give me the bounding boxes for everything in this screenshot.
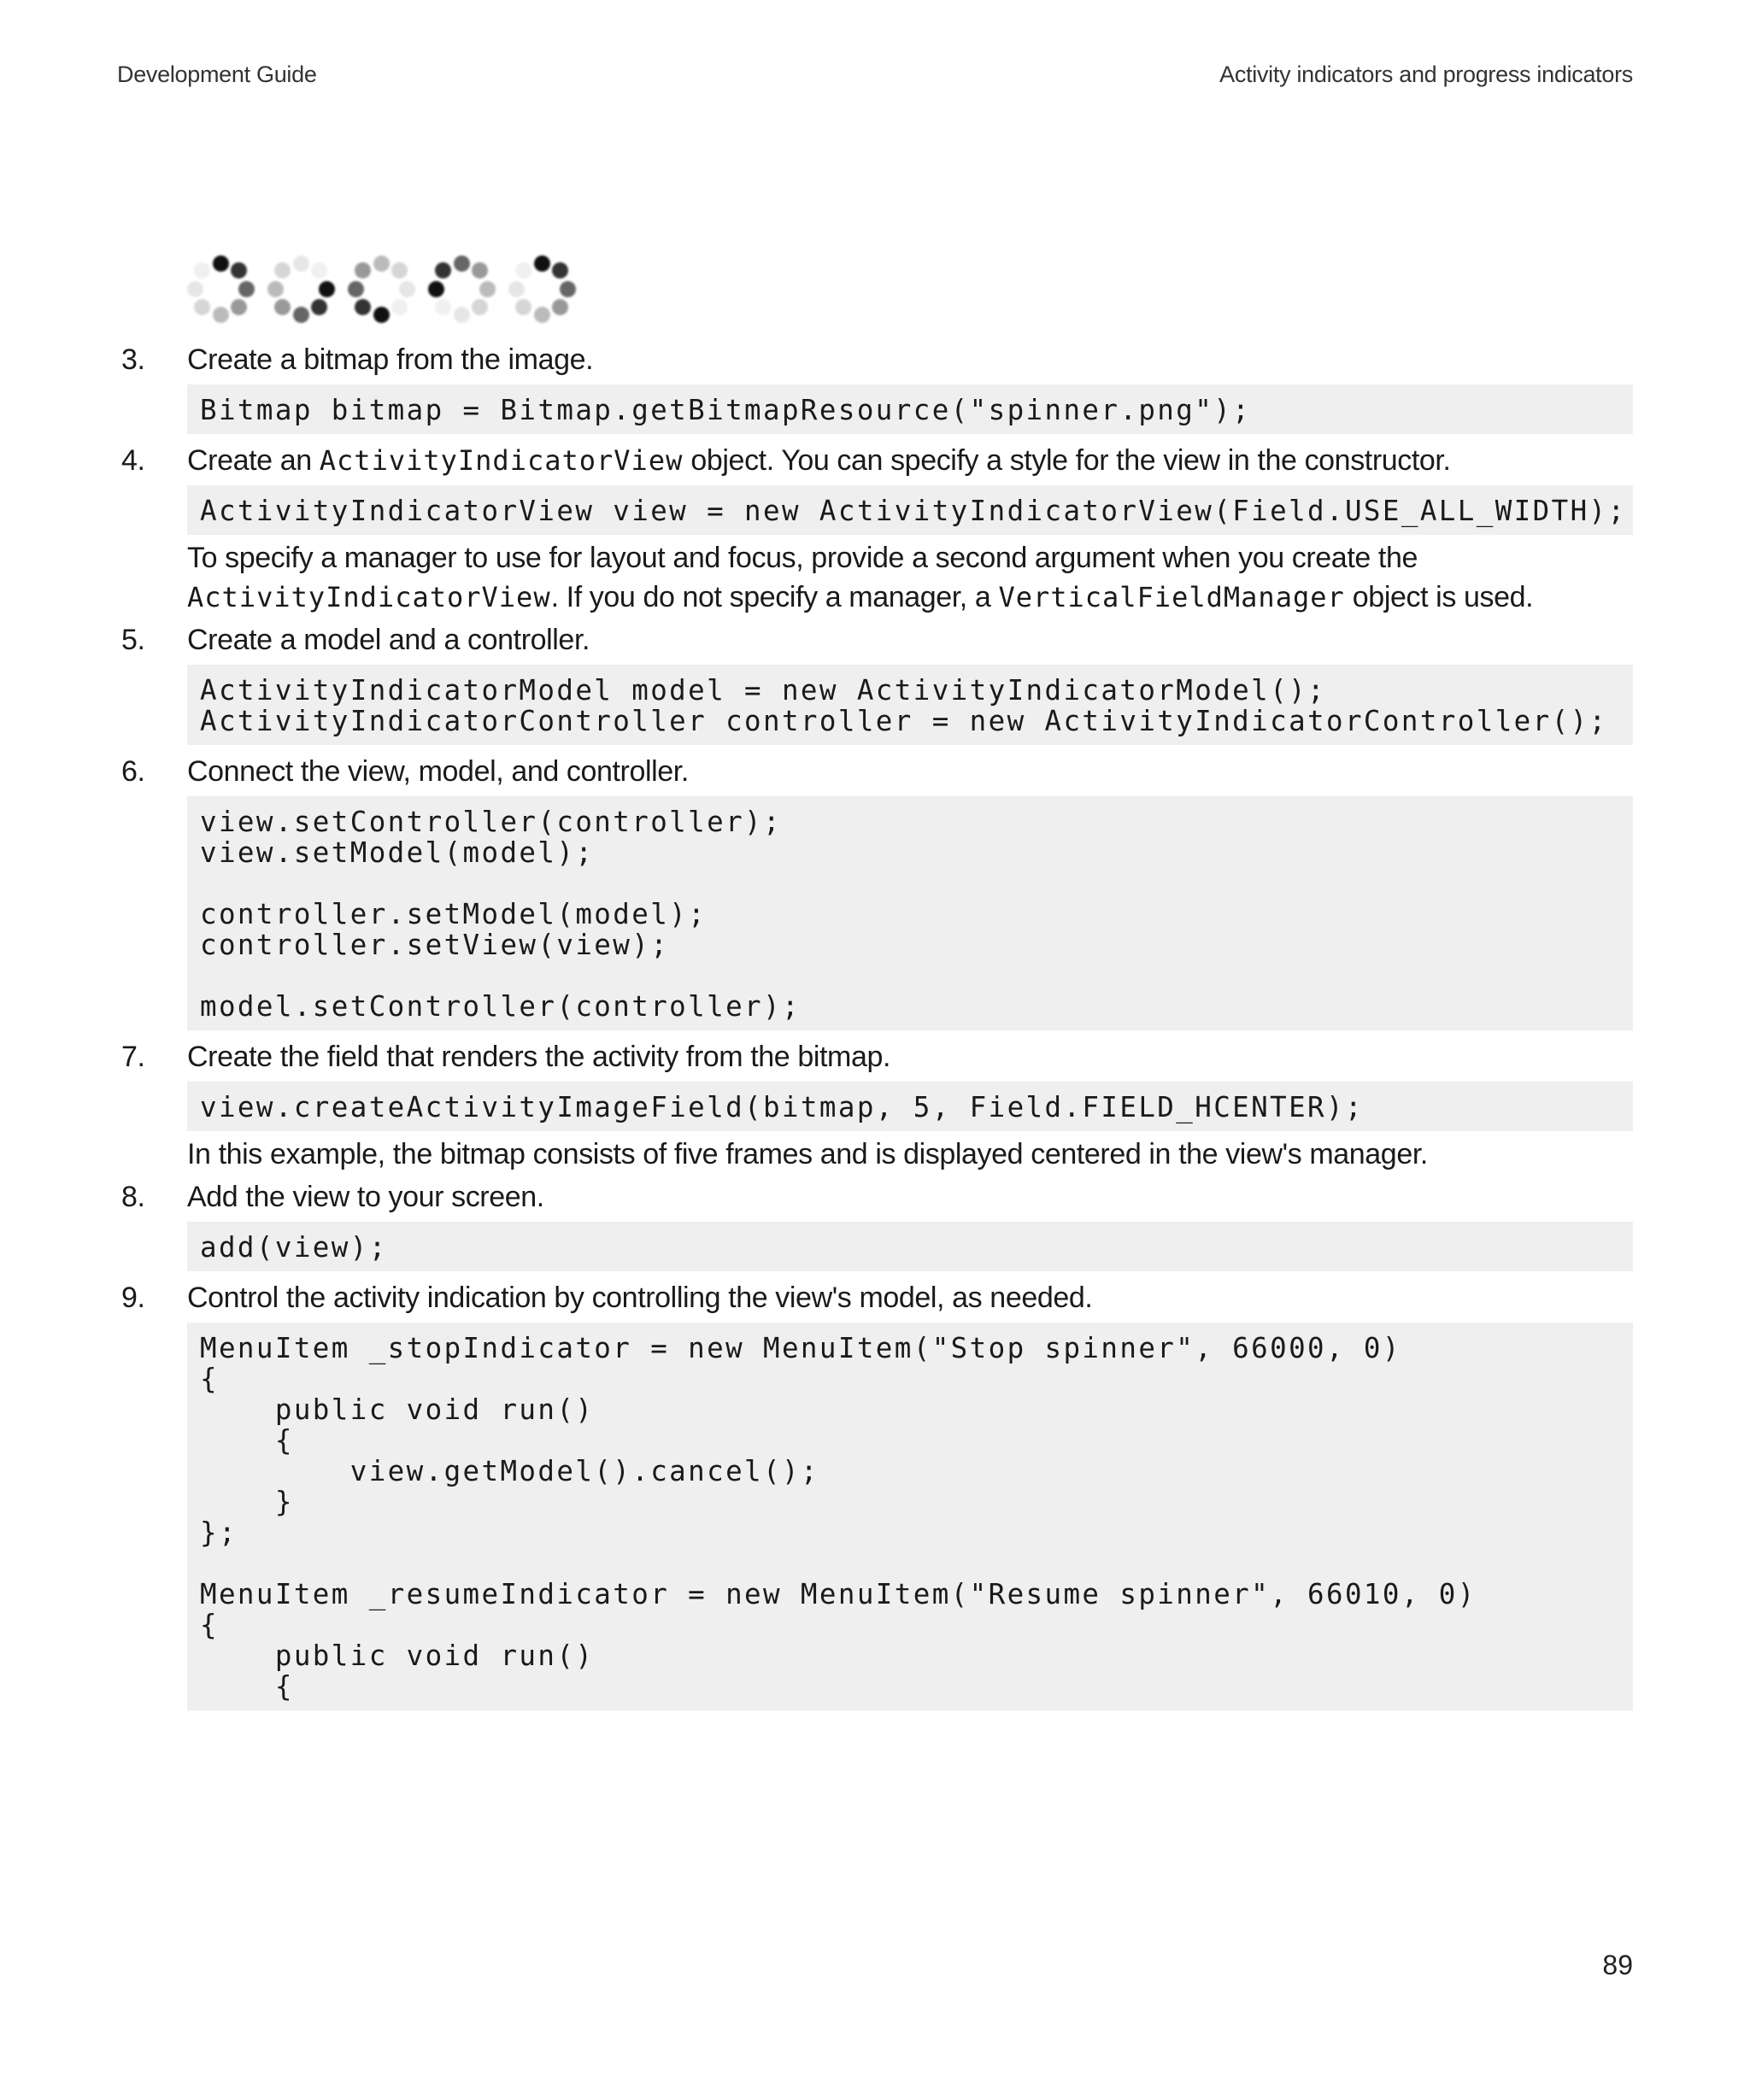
spinner-dot: [238, 281, 255, 297]
spinner-dot: [355, 299, 371, 315]
step-number: 6.: [121, 755, 145, 788]
class-name-code: ActivityIndicatorView: [187, 581, 551, 613]
spinner-dot: [454, 255, 470, 272]
step-text: Add the view to your screen.: [187, 1181, 544, 1213]
spinner-dot: [472, 262, 488, 279]
spinner-dot: [231, 262, 247, 279]
spinner-dot: [213, 307, 229, 323]
spinner-dot: [274, 262, 291, 279]
class-name-code: ActivityIndicatorView: [319, 444, 684, 477]
step-text: [187, 437, 1633, 484]
spinner-dot: [472, 299, 488, 315]
spinner-dot: [391, 299, 408, 315]
spinner-dot: [534, 255, 550, 272]
spinner-dot: [187, 281, 203, 297]
step-number: 5.: [121, 624, 145, 656]
spinner-dot: [534, 307, 550, 323]
spinner-dot: [194, 299, 210, 315]
spinner-dot: [293, 255, 309, 272]
spinner-dot: [348, 281, 364, 297]
spinner-dot: [213, 255, 229, 272]
spinner-dot: [435, 299, 451, 315]
spinner-dot: [274, 299, 291, 315]
note-text: object is used.: [1344, 581, 1534, 613]
procedure-steps: [117, 337, 1633, 1714]
step-text: Control the activity indication by controlling the view's model, as needed.: [187, 1282, 1093, 1314]
spinner-dot: [560, 281, 576, 297]
running-header-left: Development Guide: [117, 62, 317, 87]
step-text: Connect the view, model, and controller.: [187, 755, 689, 788]
code-block: add(view);: [187, 1222, 1633, 1271]
step-number: 9.: [121, 1282, 145, 1314]
step-3: [117, 337, 1633, 434]
step-text-part: Create an: [187, 444, 320, 477]
spinner-dot: [391, 262, 408, 279]
spinner-dot: [194, 262, 210, 279]
spinner-dot: [311, 299, 327, 315]
spinner-dot: [267, 281, 284, 297]
step-number: 3.: [121, 343, 145, 376]
spinner-frames-image: [186, 246, 596, 331]
note-text: To specify a manager to use for layout and focus, provide a second argument when you create the: [187, 542, 1418, 574]
note-text: . If you do not specify a manager, a: [550, 581, 999, 613]
spinner-dot: [552, 299, 568, 315]
step-text: Create the field that renders the activity from the bitmap.: [187, 1041, 891, 1073]
spinner-dot: [515, 262, 531, 279]
code-block: MenuItem _stopIndicator = new MenuItem("Stop spinner", 66000, 0) { public void run() { view.getModel().cancel(); } }; MenuItem _resumeIndicator = new MenuItem("Resume spinner", 66010, 0) { public void run() {: [187, 1323, 1633, 1710]
spinner-dot: [508, 281, 525, 297]
spinner-dot: [293, 307, 309, 323]
class-name-code: VerticalFieldManager: [998, 581, 1345, 613]
running-header-right: Activity indicators and progress indicators: [1219, 62, 1633, 87]
code-block: ActivityIndicatorModel model = new ActivityIndicatorModel(); ActivityIndicatorController controller = new ActivityIndicatorController();: [187, 665, 1633, 745]
step-4: [117, 437, 1633, 617]
spinner-dot: [479, 281, 496, 297]
spinner-dot: [435, 262, 451, 279]
page-number: 89: [1602, 1950, 1633, 1980]
step-5: [117, 617, 1633, 745]
spinner-dot: [355, 262, 371, 279]
step-8: [117, 1174, 1633, 1271]
spinner-dot: [399, 281, 415, 297]
spinner-dot: [454, 307, 470, 323]
spinner-dot: [231, 299, 247, 315]
spinner-dot: [428, 281, 444, 297]
step-number: 7.: [121, 1041, 145, 1073]
code-block: Bitmap bitmap = Bitmap.getBitmapResource("spinner.png");: [187, 384, 1633, 434]
code-block: ActivityIndicatorView view = new ActivityIndicatorView(Field.USE_ALL_WIDTH);: [187, 485, 1633, 535]
step-number: 8.: [121, 1181, 145, 1213]
code-block: view.createActivityImageField(bitmap, 5, Field.FIELD_HCENTER);: [187, 1082, 1633, 1131]
spinner-dot: [515, 299, 531, 315]
step-6: [117, 748, 1633, 1030]
step-text: Create a bitmap from the image.: [187, 343, 594, 376]
step-9: [117, 1275, 1633, 1710]
step-note: In this example, the bitmap consists of five frames and is displayed centered in the view's manager.: [187, 1138, 1428, 1170]
code-block: view.setController(controller); view.setModel(model); controller.setModel(model); controller.setView(view); model.setController(controller);: [187, 796, 1633, 1030]
step-number: 4.: [121, 444, 145, 477]
spinner-dot: [311, 262, 327, 279]
step-text: Create a model and a controller.: [187, 624, 590, 656]
spinner-dot: [373, 255, 390, 272]
step-7: [117, 1034, 1633, 1174]
spinner-dot: [552, 262, 568, 279]
step-note: [187, 538, 1633, 617]
spinner-dot: [319, 281, 335, 297]
spinner-dot: [373, 307, 390, 323]
step-text-part: object. You can specify a style for the view in the constructor.: [683, 444, 1451, 477]
